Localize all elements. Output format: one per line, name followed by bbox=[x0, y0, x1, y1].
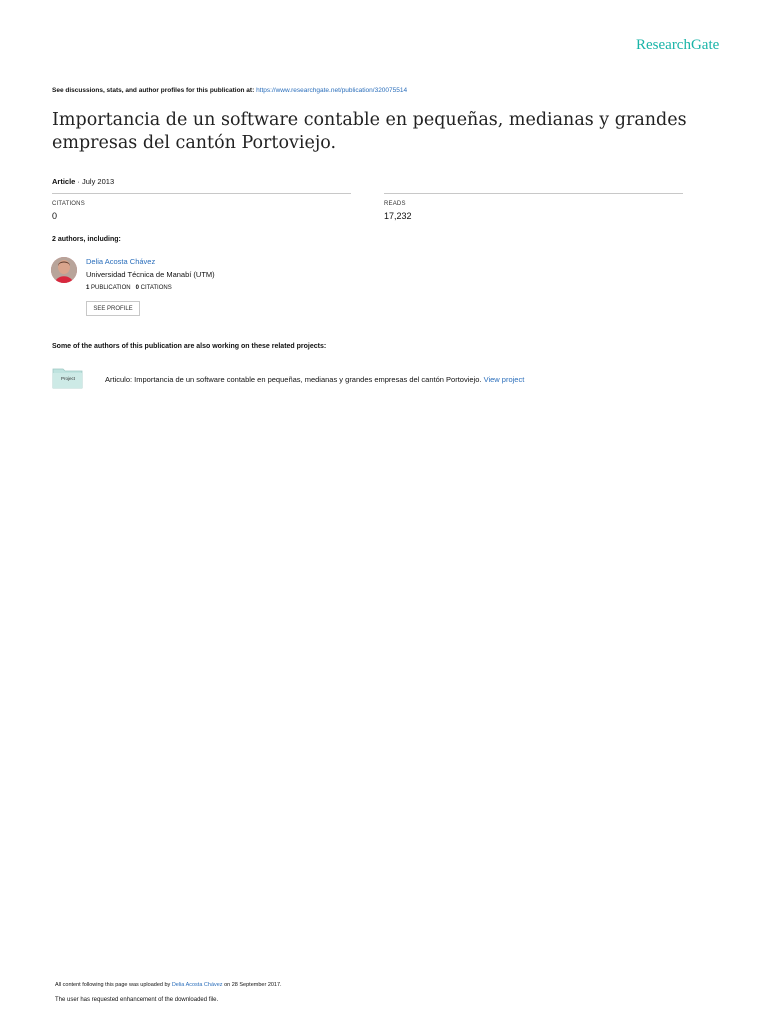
citations-divider bbox=[52, 193, 351, 194]
project-entry bbox=[105, 375, 524, 384]
author-counts bbox=[86, 285, 172, 291]
author-name-link[interactable]: Delia Acosta Chávez bbox=[86, 257, 156, 266]
author-affiliation: Universidad Técnica de Manabí (UTM) bbox=[86, 270, 215, 279]
article-date: July 2013 bbox=[82, 177, 115, 186]
view-project-link[interactable]: View project bbox=[483, 375, 525, 384]
related-projects-heading: Some of the authors of this publication are also working on these related projects: bbox=[52, 343, 327, 350]
citations-label: CITATIONS bbox=[52, 201, 85, 207]
reads-divider bbox=[384, 193, 683, 194]
authors-including: 2 authors, including: bbox=[52, 236, 121, 243]
publication-title: Importancia de un software contable en pequeñas, medianas y grandes empresas del cantón Portoviejo. bbox=[52, 110, 687, 153]
uploaded-note bbox=[55, 982, 282, 988]
see-discussions-text: See discussions, stats, and author profiles for this publication at: bbox=[52, 87, 257, 94]
author-citations-label: CITATIONS bbox=[140, 285, 172, 291]
author-citations-count: 0 bbox=[135, 285, 139, 291]
publications-count: 1 bbox=[86, 285, 90, 291]
publication-link[interactable]: https://www.researchgate.net/publication/320075514 bbox=[256, 87, 408, 94]
researchgate-logo[interactable]: ResearchGate bbox=[636, 37, 720, 53]
citations-value: 0 bbox=[52, 211, 58, 221]
author-avatar[interactable] bbox=[51, 257, 77, 283]
project-text: Articulo: Importancia de un software contable en pequeñas, medianas y grandes empresas del cantón Portoviejo. bbox=[105, 375, 482, 384]
reads-label: READS bbox=[384, 201, 406, 207]
publications-label: PUBLICATION bbox=[91, 285, 131, 291]
see-profile-button[interactable]: SEE PROFILE bbox=[86, 301, 140, 316]
enhancement-note: The user has requested enhancement of the downloaded file. bbox=[55, 997, 219, 1003]
uploaded-prefix: All content following this page was uploaded by bbox=[55, 982, 172, 988]
see-discussions-line bbox=[52, 87, 407, 94]
uploader-link[interactable]: Delia Acosta Chávez bbox=[171, 982, 223, 988]
article-meta bbox=[52, 177, 114, 186]
project-folder-icon bbox=[52, 367, 83, 389]
meta-separator: · bbox=[75, 177, 83, 186]
uploaded-suffix: on 28 September 2017. bbox=[222, 982, 282, 988]
article-type: Article bbox=[52, 177, 76, 186]
avatar-photo-icon bbox=[51, 257, 77, 283]
reads-value: 17,232 bbox=[384, 211, 412, 221]
project-icon-label: Project bbox=[61, 376, 76, 381]
